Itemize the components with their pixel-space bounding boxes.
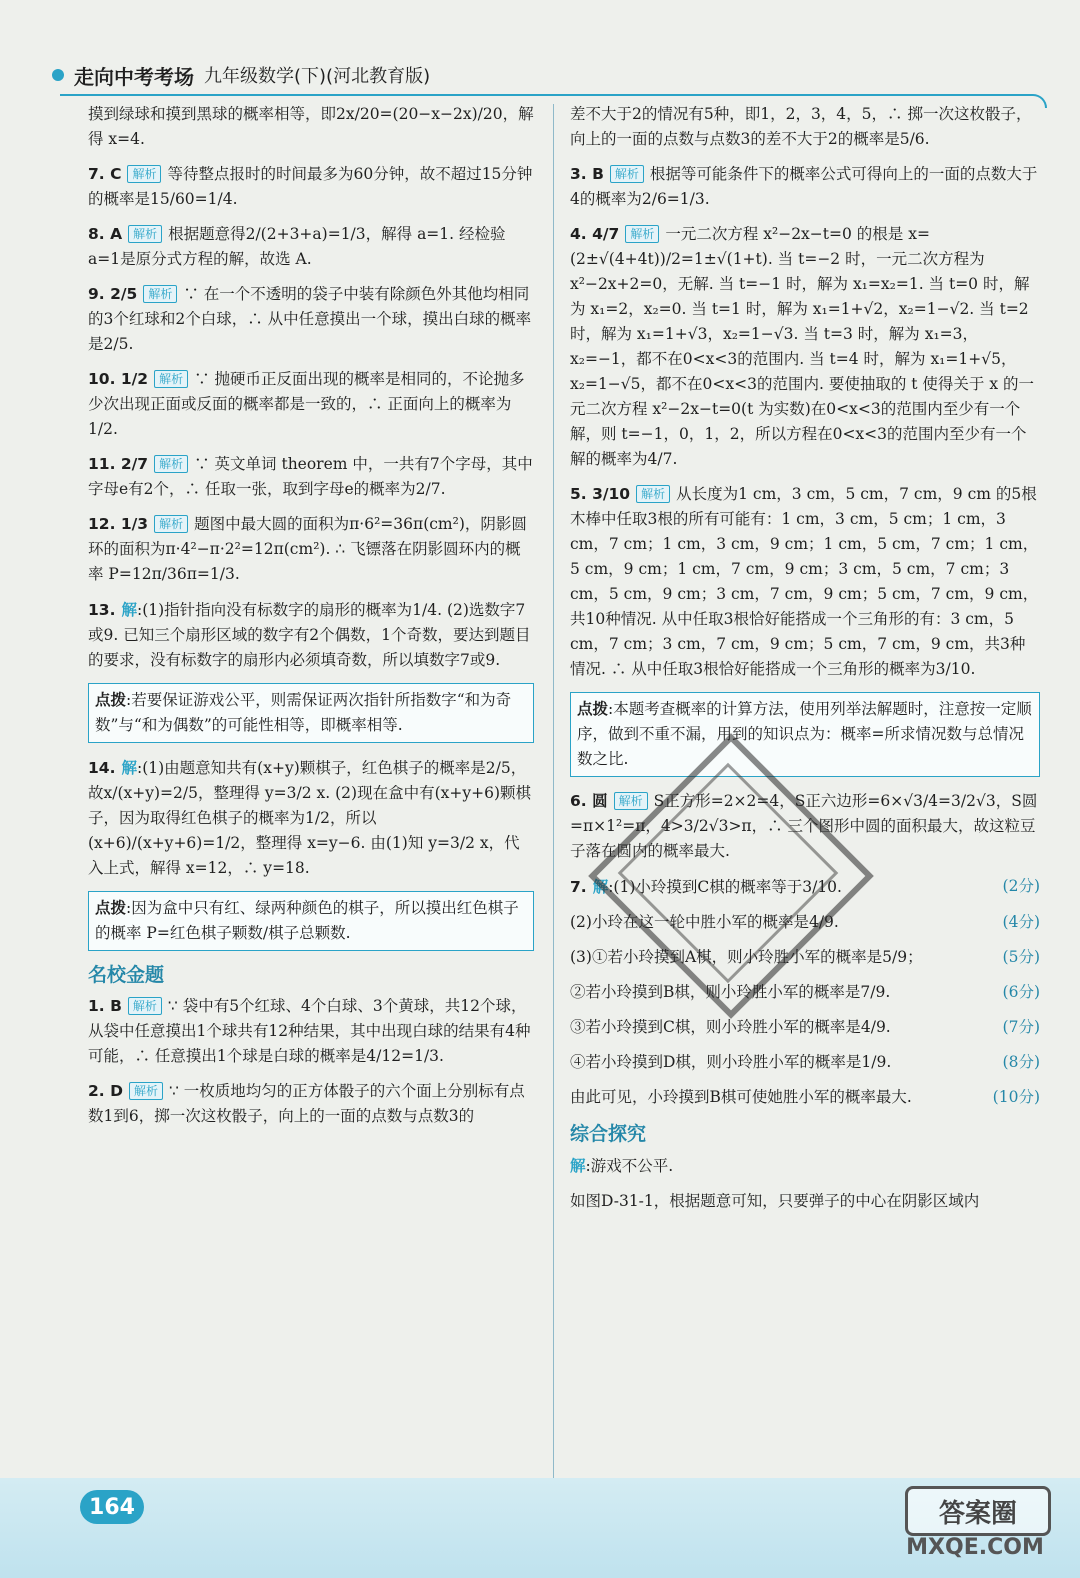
score-mark: (6分) [1002,983,1040,1001]
brand-title: 走向中考考场 [74,64,194,89]
answer-text: 题图中最大圆的面积为π·6²=36π(cm²)，阴影圆环的面积为π·4²−π·2²=12π(cm²). ∴ 飞镖落在阴影圆环内的概率 P=12π/36π=1/3. [88,515,527,583]
right-column [570,102,1040,1224]
answer-item [570,1050,1040,1075]
answer-text: 一元二次方程 x²−2x−t=0 的根是 x=(2±√(4+4t))/2=1±√(1+t). 当 t=−2 时，一元二次方程为 x²−2x+2=0，无解. 当 t=−1 时，解为 x₁=x₂=1. 当 t=0 时，解为 x₁=2，x₂=0. 当 t=1 时，解为 x₁=1+√2，x₂=1−√2. 当 t=2 时，解为 x₁=1+√3，x₂=1−√3. 当 t=3 时，解为 x₁=3，x₂=−1，都不在0<x<3的范围内. 当 t=4 时，解为 x₁=1+√5，x₂=1−√5，都不在0<x<3的范围内. 要使抽取的 t 使得关于 x 的一元二次方程 x²−2x−t=0(t 为实数)在0<x<3的范围内至少有一个解，则 t=−1，0，1，2，所以方程在0<x<3的范围内至少有一个解的概率为4/7. [570,225,1035,468]
answer-item [570,1015,1040,1040]
analysis-tag: 解析 [154,370,188,388]
answer-item [570,1189,1040,1214]
answer-item [88,1079,534,1129]
answer-text: 等待整点报时的时间最多为60分钟，故不超过15分钟的概率是15/60=1/4. [88,165,533,208]
answer-item [570,1153,1040,1179]
answer-number: 5. 3/10 [570,485,631,503]
answer-item [570,980,1040,1005]
answer-item [88,512,534,587]
answer-item [570,102,1040,152]
answer-text: :(1)小玲摸到C棋的概率等于3/10. [608,878,842,896]
answer-item [88,162,534,212]
answer-number: 3. B [570,165,604,183]
analysis-tag: 解析 [127,165,161,183]
tip-label: 点拨 [95,691,127,709]
tip-box [570,692,1040,777]
answer-text: ②若小玲摸到B棋，则小玲胜小军的概率是7/9. [570,983,891,1001]
answer-number: 1. B [88,997,122,1015]
answer-item [88,222,534,272]
analysis-tag: 解析 [129,1082,163,1100]
answer-item [88,102,534,152]
analysis-tag: 解析 [610,165,644,183]
answer-text: S正方形=2×2=4，S正六边形=6×√3/4=3/2√3，S圆=π×1²=π，4>3/2√3>π，∴ 三个图形中圆的面积最大，故这粒豆子落在圆内的概率最大. [570,792,1038,860]
page-header [52,58,430,92]
section-heading: 名校金题 [88,964,165,986]
answer-number: 10. 1/2 [88,370,149,388]
analysis-tag: 解析 [614,792,648,810]
answer-number: 7. [570,878,587,896]
section-heading: 综合探究 [570,1123,647,1145]
score-mark: (10分) [992,1088,1040,1106]
tip-text: :因为盒中只有红、绿两种颜色的棋子，所以摸出红色棋子的概率 P=红色棋子颗数/棋子总颗数. [95,899,519,942]
left-column [88,102,534,1139]
analysis-tag: 解析 [636,485,670,503]
tip-text: :本题考查概率的计算方法，使用列举法解题时，注意按一定顺序，做到不重不漏，用到的知识点为：概率=所求情况数与总情况数之比. [577,700,1032,768]
answer-text: :游戏不公平. [585,1157,674,1175]
answer-item [88,597,534,673]
analysis-tag: 解析 [143,285,177,303]
answer-number: 13. [88,601,116,619]
solution-label: 解 [592,877,609,896]
solution-label: 解 [570,1156,586,1175]
answer-text: 根据等可能条件下的概率公式可得向上的一面的点数大于4的概率为2/6=1/3. [570,165,1038,208]
answer-number: 6. 圆 [570,792,608,810]
watermark-logo: 答案圈 [905,1486,1051,1536]
answer-number: 4. 4/7 [570,225,620,243]
book-subtitle: 九年级数学(下)(河北教育版) [204,66,431,87]
score-mark: (4分) [1002,913,1040,931]
answer-text: 由此可见，小玲摸到B棋可使她胜小军的概率最大. [570,1088,912,1106]
analysis-tag: 解析 [154,455,188,473]
answer-item [570,222,1040,472]
answer-item [570,1085,1040,1110]
answer-item [570,945,1040,970]
tip-text: :若要保证游戏公平，则需保证两次指针所指数字“和为奇数”与“和为偶数”的可能性相等，即概率相等. [95,691,512,734]
score-mark: (5分) [1002,948,1040,966]
answer-number: 8. A [88,225,123,243]
answer-number: 9. 2/5 [88,285,138,303]
tip-box [88,683,534,743]
answer-text: ∵ 在一个不透明的袋子中装有除颜色外其他均相同的3个红球和2个白球，∴ 从中任意摸出一个球，摸出白球的概率是2/5. [88,285,532,353]
answer-number: 7. C [88,165,122,183]
answer-text: 如图D-31-1，根据题意可知，只要弹子的中心在阴影区域内 [570,1192,980,1210]
score-mark: (8分) [1002,1053,1040,1071]
answer-text: ∵ 一枚质地均匀的正方体骰子的六个面上分别标有点数1到6，掷一次这枚骰子，向上的一面的点数与点数3的 [88,1082,525,1125]
answer-number: 12. 1/3 [88,515,149,533]
answer-text: 差不大于2的情况有5种，即1，2，3，4，5，∴ 掷一次这枚骰子，向上的一面的点数与点数3的差不大于2的概率是5/6. [570,105,1032,148]
answer-text: 从长度为1 cm，3 cm，5 cm，7 cm，9 cm 的5根木棒中任取3根的所有可能有：1 cm，3 cm，5 cm；1 cm，3 cm，7 cm；1 cm，3 cm，9 cm；1 cm，5 cm，7 cm；1 cm，5 cm，9 cm；1 cm，7 cm，9 cm；3 cm，5 cm，7 cm；3 cm，5 cm，9 cm；3 cm，7 cm，9 cm；5 cm，7 cm，9 cm，共10种情况. 从中任取3根恰好能搭成一个三角形的有：3 cm，5 cm，7 cm；3 cm，7 cm，9 cm；5 cm，7 cm，9 cm，共3种情况. ∴ 从中任取3根恰好能搭成一个三角形的概率为3/10. [570,485,1039,678]
answer-item [570,162,1040,212]
answer-item [570,482,1040,682]
answer-number: 14. [88,759,116,777]
page-number: 164 [80,1490,144,1524]
answer-text: ③若小玲摸到C棋，则小玲胜小军的概率是4/9. [570,1018,891,1036]
tip-label: 点拨 [577,700,609,718]
answer-item [88,452,534,502]
tip-label: 点拨 [95,899,127,917]
answer-number: 11. 2/7 [88,455,149,473]
answer-text: ④若小玲摸到D棋，则小玲胜小军的概率是1/9. [570,1053,892,1071]
analysis-tag: 解析 [154,515,188,533]
watermark-url: MXQE.COM [906,1535,1044,1560]
answer-item [88,367,534,442]
analysis-tag: 解析 [128,225,162,243]
analysis-tag: 解析 [128,997,162,1015]
answer-text: :(1)指针指向没有标数字的扇形的概率为1/4. (2)选数字7或9. 已知三个扇形区域的数字有2个偶数，1个奇数，要达到题目的要求，没有标数字的扇形内必须填奇数，所以填数字7或9. [88,601,531,669]
answer-text: (3)①若小玲摸到A棋，则小玲胜小军的概率是5/9； [570,948,923,966]
answer-text: (2)小玲在这一轮中胜小军的概率是4/9. [570,913,839,931]
answer-text: 根据题意得2/(2+3+a)=1/3，解得 a=1. 经检验 a=1是原分式方程的解，故选 A. [88,225,506,268]
solution-label: 解 [121,758,137,777]
solution-label: 解 [121,600,137,619]
score-mark: (7分) [1002,1018,1040,1036]
answer-text: 摸到绿球和摸到黑球的概率相等，即2x/20=(20−x−2x)/20，解得 x=4. [88,105,534,148]
answer-item [88,994,534,1069]
answer-text: :(1)由题意知共有(x+y)颗棋子，红色棋子的概率是2/5，故x/(x+y)=2/5，整理得 y=3/2 x. (2)现在盒中有(x+y+6)颗棋子，因为取得红色棋子的概率为1/2，所以(x+6)/(x+y+6)=1/2，整理得 x=y−6. 由(1)知 y=3/2 x，代入上式，解得 x=12，∴ y=18. [88,759,531,877]
bullet-dot-icon [52,69,64,81]
answer-item [88,755,534,881]
answer-text: ∵ 英文单词 theorem 中，一共有7个字母，其中字母e有2个，∴ 任取一张，取到字母e的概率为2/7. [88,455,533,498]
answer-number: 2. D [88,1082,123,1100]
answer-item [88,282,534,357]
analysis-tag: 解析 [625,225,659,243]
answer-text: ∵ 抛硬币正反面出现的概率是相同的，不论抛多少次出现正面或反面的概率都是一致的，∴ 正面向上的概率为1/2. [88,370,525,438]
column-divider [553,104,554,1484]
tip-box [88,891,534,951]
score-mark: (2分) [1002,877,1040,895]
answer-text: ∵ 袋中有5个红球、4个白球、3个黄球，共12个球，从袋中任意摸出1个球共有12种结果，其中出现白球的结果有4种可能，∴ 任意摸出1个球是白球的概率是4/12=1/3. [88,997,531,1065]
